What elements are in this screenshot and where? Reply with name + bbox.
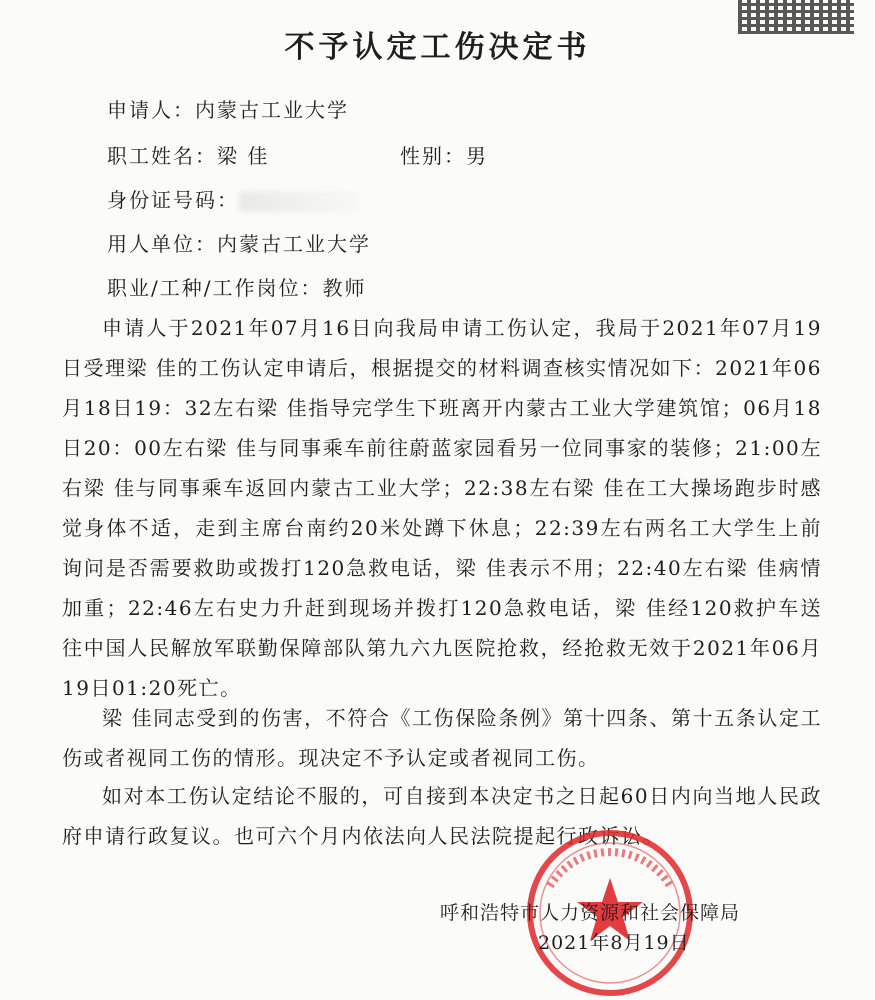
- gender-field: 性别：男: [400, 144, 488, 168]
- employer-field: 用人单位：内蒙古工业大学: [107, 232, 371, 256]
- document-title: 不予认定工伤决定书: [284, 30, 591, 65]
- paragraph-facts: 申请人于2021年07月16日向我局申请工伤认定，我局于2021年07月19日受理梁 佳的工伤认定申请后，根据提交的材料调查核实情况如下：2021年06月18日19：32左右梁 佳指导完学生下班离开内蒙古工业大学建筑馆；06月18日20：00左右梁 佳与同事乘车前往蔚蓝家园看另一位同事家的装修；21:00左右梁 佳与同事乘车返回内蒙古工业大学；22:38左右梁 佳在工大操场跑步时感觉身体不适，走到主席台南约20米处蹲下休息；22:39左右两名工大学生上前询问是否需要救助或拨打120急救电话，梁 佳表示不用；22:40左右梁 佳病情加重；22:46左右史力升赶到现场并拨打120急救电话，梁 佳经120救护车送往中国人民解放军联勤保障部队第九六九医院抢救，经抢救无效于2021年06月19日01:20死亡。: [62, 316, 822, 700]
- worker-name-field: 职工姓名：梁 佳: [107, 144, 270, 168]
- paragraph-appeal: 如对本工伤认定结论不服的，可自接到本决定书之日起60日内向当地人民政府申请行政复议。也可六个月内依法向人民法院提起行政诉讼。: [62, 784, 822, 848]
- id-number-row: [107, 184, 359, 213]
- id-number-label: 身份证号码：: [107, 188, 239, 212]
- applicant-field: 申请人：内蒙古工业大学: [107, 98, 349, 122]
- signature-date: 2021年8月19日: [538, 932, 690, 954]
- redacted-id: [239, 192, 359, 212]
- occupation-field: 职业/工种/工作岗位：教师: [107, 276, 367, 300]
- signature-organization: 呼和浩特市人力资源和社会保障局: [440, 902, 741, 924]
- paragraph-decision: 梁 佳同志受到的伤害，不符合《工伤保险条例》第十四条、第十五条认定工伤或者视同工伤的情形。现决定不予认定或者视同工伤。: [62, 706, 822, 770]
